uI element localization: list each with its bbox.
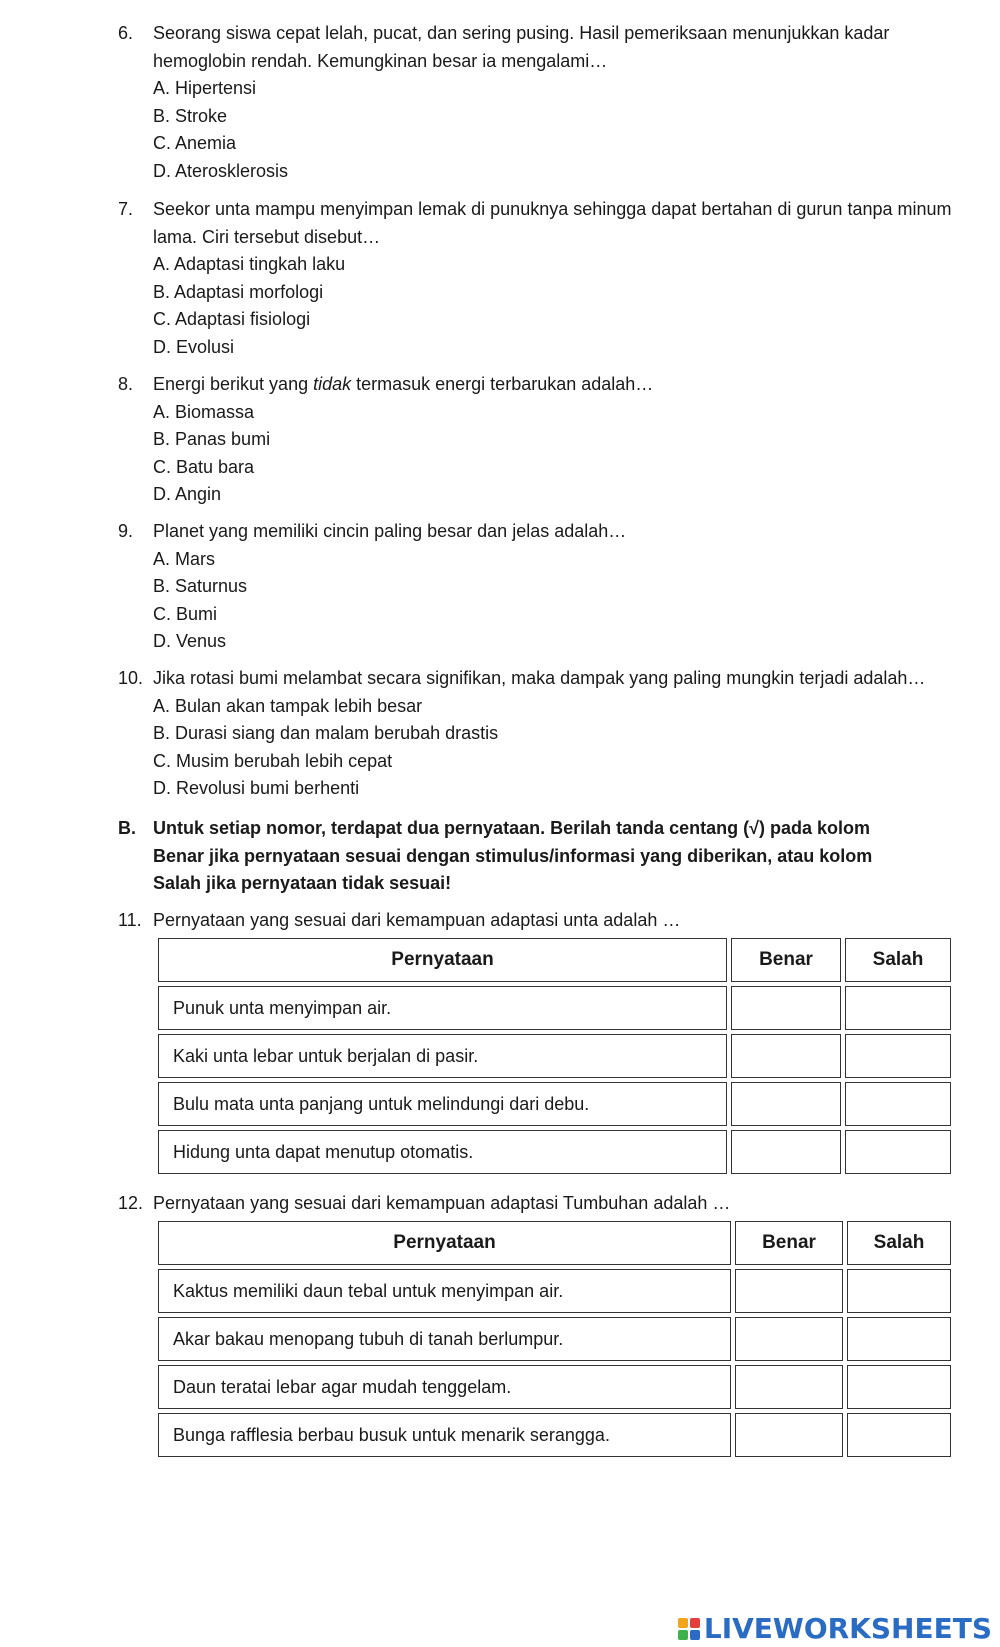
question-number: 9. [118,521,134,541]
question-stem: Pernyataan yang sesuai dari kemampuan adaptasi unta adalah … [153,910,681,930]
table-row [158,1269,951,1313]
question-number: 11. [118,910,142,930]
true-checkbox-cell[interactable] [731,1130,841,1174]
true-checkbox-cell[interactable] [731,986,841,1030]
true-checkbox-cell[interactable] [731,1082,841,1126]
question-stem [153,371,958,399]
column-header-false: Salah [847,1221,951,1265]
column-header-true: Benar [735,1221,843,1265]
logo-square [678,1618,688,1628]
section-text: Untuk setiap nomor, terdapat dua pernyataan. Berilah tanda centang (√) pada kolom Benar jika pernyataan sesuai dengan stimulus/informasi yang diberikan, atau kolom Salah jika pernyataan tidak sesuai! [153,818,873,893]
logo-square [690,1630,700,1640]
question-11 [118,907,958,935]
liveworksheets-logo[interactable] [678,1612,992,1645]
statement-cell: Daun teratai lebar agar mudah tenggelam. [158,1365,731,1409]
question-stem: Pernyataan yang sesuai dari kemampuan adaptasi Tumbuhan adalah … [153,1193,731,1213]
table-row [158,1034,951,1078]
option-c: C. Bumi [153,603,218,624]
column-header-false: Salah [845,938,951,982]
statement-cell: Hidung unta dapat menutup otomatis. [158,1130,727,1174]
true-checkbox-cell[interactable] [731,1034,841,1078]
table-row [158,1413,951,1457]
option-b: B. Stroke [153,105,228,126]
question-stem: Seekor unta mampu menyimpan lemak di punuknya sehingga dapat bertahan di gurun tanpa minum lama. Ciri tersebut disebut… [153,199,952,247]
false-checkbox-cell[interactable] [847,1365,951,1409]
question-number: 6. [118,23,134,43]
stem-emphasis: tidak [313,374,352,394]
statement-table-11 [154,934,955,1178]
option-d: D. Revolusi bumi berhenti [153,778,360,798]
section-b-instructions [118,815,918,898]
statement-cell: Punuk unta menyimpan air. [158,986,727,1030]
logo-grid-icon [678,1618,700,1640]
logo-text: LIVEWORKSHEETS [703,1612,992,1645]
table-row [158,1365,951,1409]
false-checkbox-cell[interactable] [847,1413,951,1457]
table-row [158,1130,951,1174]
option-b: B. Panas bumi [153,429,271,449]
option-c: C. Batu bara [153,456,255,477]
option-d: D. Evolusi [153,336,235,357]
statement-cell: Kaktus memiliki daun tebal untuk menyimpan air. [158,1269,731,1313]
table-row [158,1317,951,1361]
table-row [158,1082,951,1126]
option-d: D. Angin [153,484,222,504]
question-stem: Jika rotasi bumi melambat secara signifikan, maka dampak yang paling mungkin terjadi adalah… [153,668,926,688]
option-b: B. Adaptasi morfologi [153,281,324,302]
question-stem: Seorang siswa cepat lelah, pucat, dan sering pusing. Hasil pemeriksaan menunjukkan kadar hemoglobin rendah. Kemungkinan besar ia mengalami… [153,23,890,71]
statement-cell: Kaki unta lebar untuk berjalan di pasir. [158,1034,727,1078]
option-a: A. Bulan akan tampak lebih besar [153,695,423,716]
column-header-true: Benar [731,938,841,982]
column-header-statement: Pernyataan [158,938,727,982]
question-8 [118,371,958,509]
false-checkbox-cell[interactable] [847,1269,951,1313]
true-checkbox-cell[interactable] [735,1269,843,1313]
true-checkbox-cell[interactable] [735,1413,843,1457]
option-a: A. Biomassa [153,401,255,422]
option-c: C. Adaptasi fisiologi [153,309,311,329]
stem-text: termasuk energi terbarukan adalah… [351,374,654,394]
section-label: B. [118,818,136,838]
option-c: C. Musim berubah lebih cepat [153,750,393,771]
question-9 [118,518,958,656]
option-b: B. Durasi siang dan malam berubah drastis [153,723,499,743]
true-checkbox-cell[interactable] [735,1317,843,1361]
logo-square [690,1618,700,1628]
statement-cell: Bunga rafflesia berbau busuk untuk menarik serangga. [158,1413,731,1457]
question-6 [118,20,958,185]
logo-square [678,1630,688,1640]
option-a: A. Mars [153,548,216,569]
option-b: B. Saturnus [153,576,248,596]
option-d: D. Aterosklerosis [153,160,289,181]
statement-table-12 [154,1217,955,1461]
false-checkbox-cell[interactable] [845,1034,951,1078]
false-checkbox-cell[interactable] [845,986,951,1030]
question-10 [118,665,958,803]
false-checkbox-cell[interactable] [845,1130,951,1174]
statement-cell: Bulu mata unta panjang untuk melindungi dari debu. [158,1082,727,1126]
column-header-statement: Pernyataan [158,1221,731,1265]
true-checkbox-cell[interactable] [735,1365,843,1409]
question-7 [118,196,958,361]
false-checkbox-cell[interactable] [845,1082,951,1126]
question-12 [118,1190,958,1218]
question-stem: Planet yang memiliki cincin paling besar dan jelas adalah… [153,521,627,541]
question-number: 8. [118,374,134,394]
option-c: C. Anemia [153,133,237,153]
question-number: 7. [118,199,134,219]
option-a: A. Hipertensi [153,78,257,98]
statement-cell: Akar bakau menopang tubuh di tanah berlumpur. [158,1317,731,1361]
stem-text: Energi berikut yang [153,374,314,394]
table-row [158,986,951,1030]
option-a: A. Adaptasi tingkah laku [153,254,346,274]
false-checkbox-cell[interactable] [847,1317,951,1361]
question-number: 12. [118,1193,144,1213]
option-d: D. Venus [153,631,227,651]
question-number: 10. [118,668,144,688]
